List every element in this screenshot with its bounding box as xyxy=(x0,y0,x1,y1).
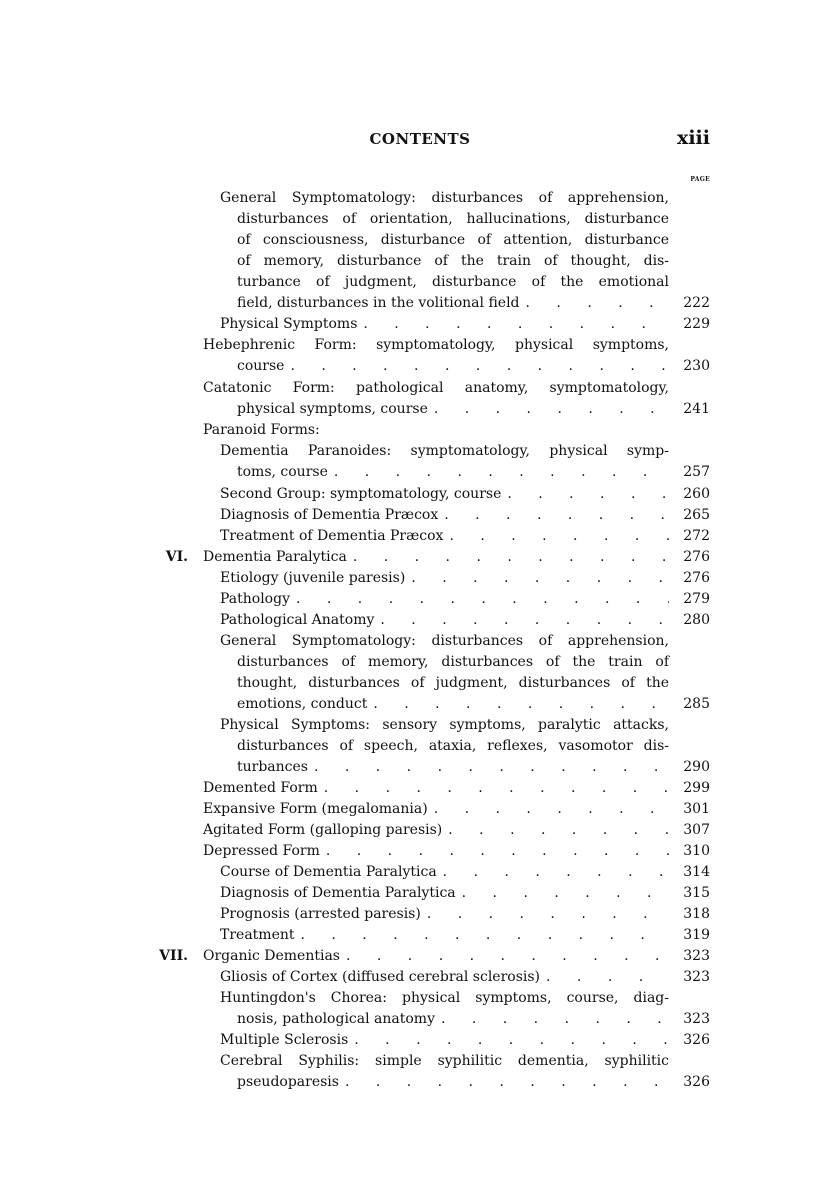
toc-line: Physical Symptoms . . . xyxy=(220,314,669,335)
dot-leader xyxy=(301,925,670,946)
toc-line: Pathological Anatomy . . . xyxy=(220,610,669,631)
toc-line: Second Group: symptomatology, course . . . xyxy=(220,484,669,505)
dot-leader xyxy=(462,883,669,904)
toc-line: Treatment of Dementia Præcox . . . xyxy=(220,526,669,547)
toc-line: Organic Dementias . . . xyxy=(203,946,669,967)
toc-line: of consciousness, disturbance of attention, disturbance xyxy=(237,232,669,248)
toc-line: Etiology (juvenile paresis) . . . xyxy=(220,568,669,589)
dot-leader xyxy=(373,694,669,715)
toc-line: Huntingdon's Chorea: physical symptoms, course, diag- xyxy=(220,990,669,1006)
toc-line: pseudoparesis . . . xyxy=(237,1072,669,1093)
dot-leader xyxy=(444,505,669,526)
toc-line: field, disturbances in the volitional field . . . xyxy=(237,293,669,314)
page-ref: 229 xyxy=(683,316,710,332)
toc-line: General Symptomatology: disturbances of apprehension, xyxy=(220,190,669,206)
dot-leader xyxy=(411,568,669,589)
dot-leader xyxy=(324,778,669,799)
page-ref: 301 xyxy=(683,801,710,817)
toc-line: disturbances of memory, disturbances of the train of xyxy=(237,654,669,670)
dot-leader xyxy=(346,946,669,967)
page-ref: 260 xyxy=(683,486,710,502)
toc-line: Dementia Paranoides: symptomatology, physical symp- xyxy=(220,443,669,459)
dot-leader xyxy=(380,610,669,631)
dot-leader xyxy=(449,526,669,547)
dot-leader xyxy=(296,589,669,610)
toc-line: Cerebral Syphilis: simple syphilitic dementia, syphilitic xyxy=(220,1053,669,1069)
dot-leader xyxy=(334,462,669,483)
dot-leader xyxy=(507,484,669,505)
page-ref: 310 xyxy=(683,843,710,859)
page-ref: 299 xyxy=(683,780,710,796)
toc-line: Gliosis of Cortex (diffused cerebral sclerosis) . . . xyxy=(220,967,669,988)
dot-leader xyxy=(354,1030,669,1051)
page-ref: 315 xyxy=(683,885,710,901)
page-ref: 319 xyxy=(683,927,710,943)
dot-leader xyxy=(443,862,669,883)
page-ref: 265 xyxy=(683,507,710,523)
page-ref: 318 xyxy=(683,906,710,922)
page-ref: 326 xyxy=(683,1032,710,1048)
page-ref: 222 xyxy=(683,295,710,311)
page-ref: 272 xyxy=(683,528,710,544)
toc-line: toms, course . . . xyxy=(237,462,669,483)
toc-line: Agitated Form (galloping paresis) . . . xyxy=(203,820,669,841)
dot-leader xyxy=(353,547,669,568)
toc-line: thought, disturbances of judgment, disturbances of the xyxy=(237,675,669,691)
toc-line: Treatment . . . xyxy=(220,925,669,946)
toc-line: disturbances of speech, ataxia, reflexes, vasomotor dis- xyxy=(237,738,669,754)
toc-line: Expansive Form (megalomania) . . . xyxy=(203,799,669,820)
page-ref: 276 xyxy=(683,549,710,565)
dot-leader xyxy=(345,1072,669,1093)
page-ref: 257 xyxy=(683,464,710,480)
dot-leader xyxy=(314,757,669,778)
page-ref: 314 xyxy=(683,864,710,880)
dot-leader xyxy=(290,356,669,377)
page-ref: 241 xyxy=(683,401,710,417)
toc-line: Paranoid Forms: xyxy=(203,422,320,438)
page-ref: 230 xyxy=(683,358,710,374)
page-ref: 276 xyxy=(683,570,710,586)
page-ref: 280 xyxy=(683,612,710,628)
chapter-numeral: VII. xyxy=(159,948,188,964)
page-ref: 290 xyxy=(683,759,710,775)
toc-line: course . . . xyxy=(237,356,669,377)
toc-line: Demented Form . . . xyxy=(203,778,669,799)
toc-line: Depressed Form . . . xyxy=(203,841,669,862)
page-ref: 326 xyxy=(683,1074,710,1090)
toc-line: turbance of judgment, disturbance of the emotional xyxy=(237,274,669,290)
page-ref: 323 xyxy=(683,948,710,964)
toc-line: Diagnosis of Dementia Paralytica . . . xyxy=(220,883,669,904)
toc-line: Catatonic Form: pathological anatomy, symptomatology, xyxy=(203,380,669,396)
page-ref: 285 xyxy=(683,696,710,712)
toc-line: Hebephrenic Form: symptomatology, physical symptoms, xyxy=(203,337,669,353)
toc-line: Prognosis (arrested paresis) . . . xyxy=(220,904,669,925)
toc-line: physical symptoms, course . . . xyxy=(237,399,669,420)
toc-line: General Symptomatology: disturbances of apprehension, xyxy=(220,633,669,649)
toc-line: nosis, pathological anatomy . . . xyxy=(237,1009,669,1030)
page-ref: 307 xyxy=(683,822,710,838)
chapter-numeral: VI. xyxy=(165,549,188,565)
dot-leader xyxy=(441,1009,669,1030)
dot-leader xyxy=(427,904,669,925)
toc-line: Pathology . . . xyxy=(220,589,669,610)
dot-leader xyxy=(546,967,669,988)
toc-line: Dementia Paralytica . . . xyxy=(203,547,669,568)
page-number: xiii xyxy=(677,127,710,149)
toc-line: emotions, conduct . . . xyxy=(237,694,669,715)
toc-line: Physical Symptoms: sensory symptoms, paralytic attacks, xyxy=(220,717,669,733)
toc-line: Course of Dementia Paralytica . . . xyxy=(220,862,669,883)
running-header-title: CONTENTS xyxy=(369,130,471,148)
dot-leader xyxy=(526,293,669,314)
toc-line: turbances . . . xyxy=(237,757,669,778)
page-ref: 323 xyxy=(683,969,710,985)
toc-line: Multiple Sclerosis . . . xyxy=(220,1030,669,1051)
dot-leader xyxy=(363,314,669,335)
dot-leader xyxy=(326,841,669,862)
page-ref: 279 xyxy=(683,591,710,607)
toc-line: disturbances of orientation, hallucinations, disturbance xyxy=(237,211,669,227)
dot-leader xyxy=(448,820,669,841)
toc-line: Diagnosis of Dementia Præcox . . . xyxy=(220,505,669,526)
page-ref: 323 xyxy=(683,1011,710,1027)
page-column-label: PAGE xyxy=(690,176,710,183)
dot-leader xyxy=(434,799,669,820)
toc-line: of memory, disturbance of the train of thought, dis- xyxy=(237,253,669,269)
dot-leader xyxy=(434,399,669,420)
